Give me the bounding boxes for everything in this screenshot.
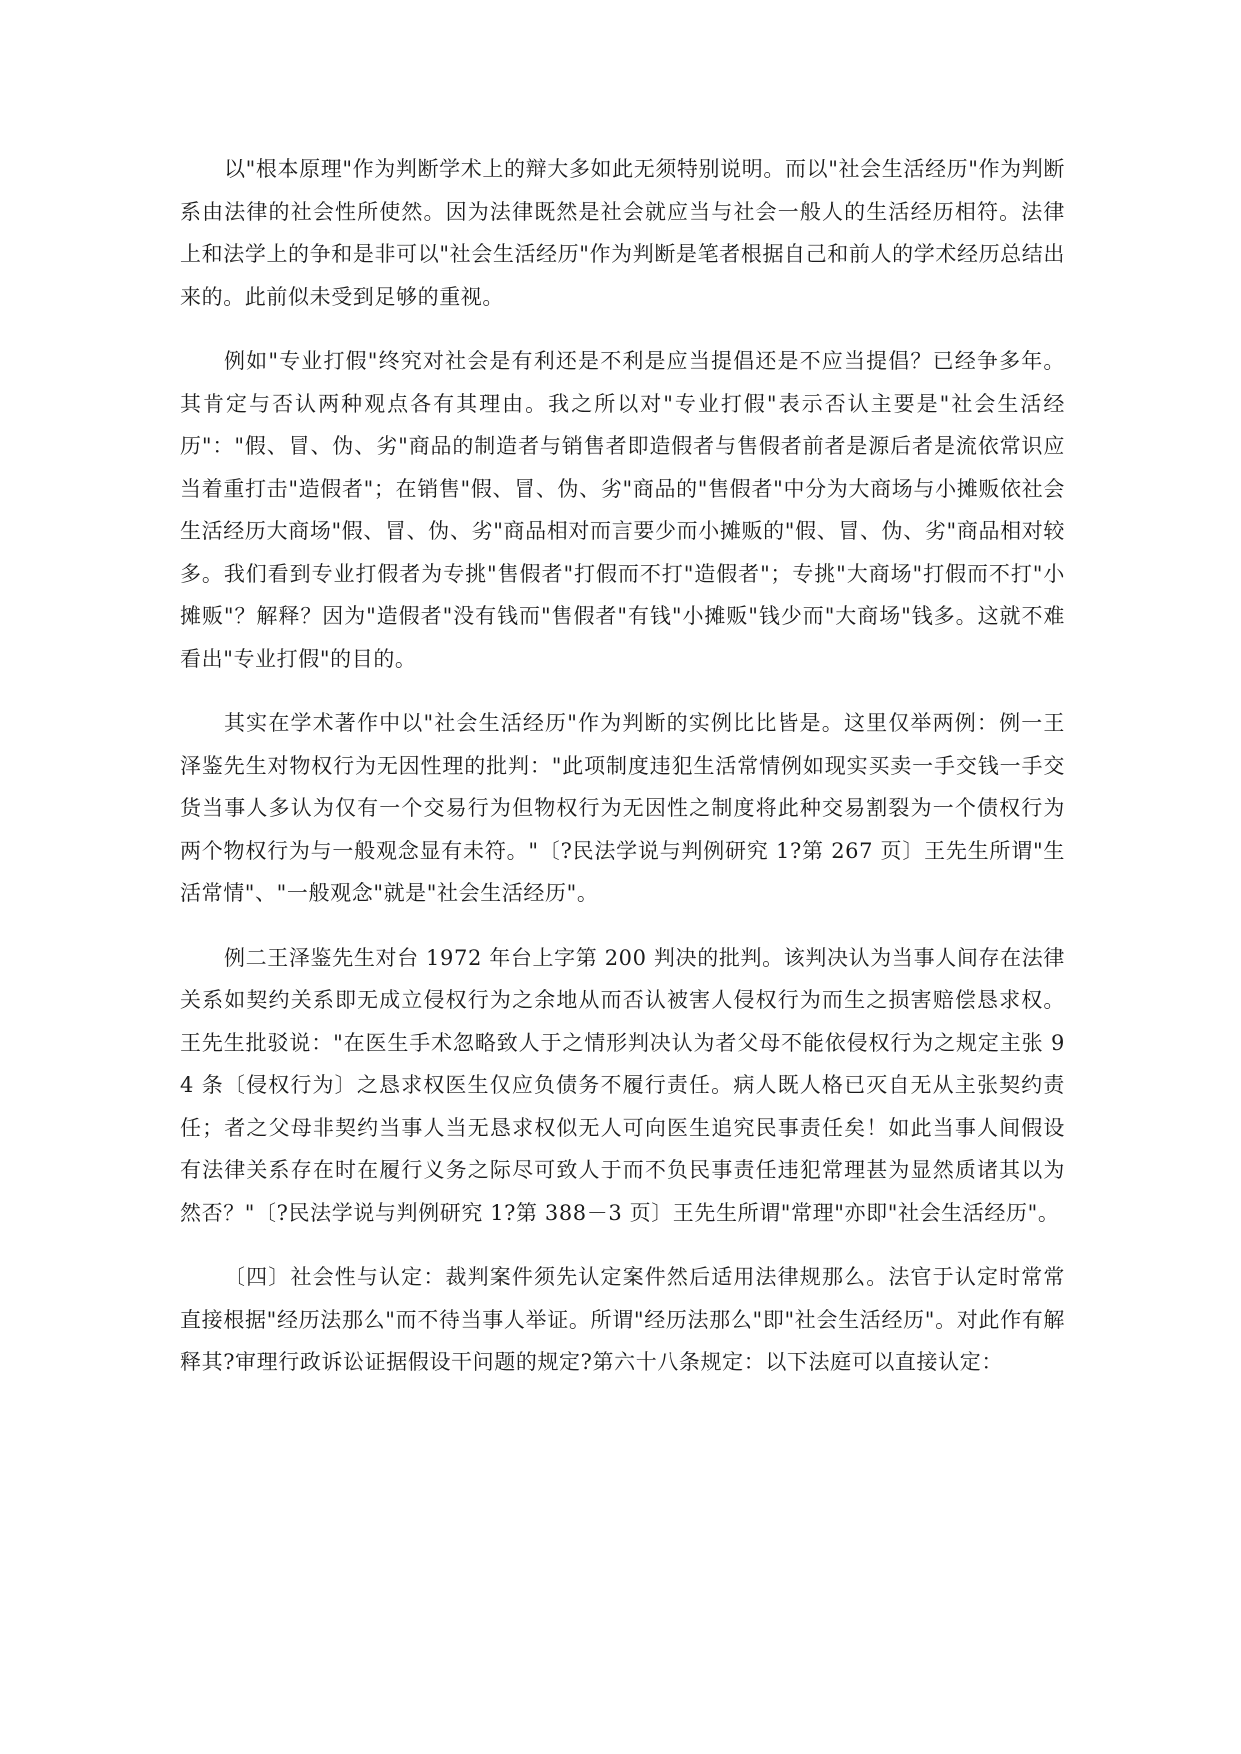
paragraph: 例二王泽鉴先生对台 1972 年台上字第 200 判决的批判。该判决认为当事人间存在法律关系如契约关系即无成立侵权行为之余地从而否认被害人侵权行为而生之损害赔偿恳求权。王先生批驳说："在医生手术忽略致人于之情形判决认为者父母不能依侵权行为之规定主张 94 条〔侵权行为〕之恳求权医生仅应负债务不履行责任。病人既人格已灭自无从主张契约责任；者之父母非契约当事人当无恳求权似无人可向医生追究民事责任矣！如此当事人间假设有法律关系存在时在履行义务之际尽可致人于而不负民事责任违犯常理甚为显然质诸其以为然否？"〔?民法学说与判例研究 1?第 388－3 页〕王先生所谓"常理"亦即"社会生活经历"。 [180, 945, 1065, 1225]
paragraph: 以"根本原理"作为判断学术上的辩大多如此无须特别说明。而以"社会生活经历"作为判断系由法律的社会性所使然。因为法律既然是社会就应当与社会一般人的生活经历相符。法律上和法学上的争和是非可以"社会生活经历"作为判断是笔者根据自己和前人的学术经历总结出来的。此前似未受到足够的重视。 [180, 157, 1065, 309]
document-body [180, 148, 1065, 1406]
paragraph: 其实在学术著作中以"社会生活经历"作为判断的实例比比皆是。这里仅举两例：例一王泽鉴先生对物权行为无因性理的批判："此项制度违犯生活常情例如现实买卖一手交钱一手交货当事人多认为仅有一个交易行为但物权行为无因性之制度将此种交易割裂为一个债权行为两个物权行为与一般观念显有未符。"〔?民法学说与判例研究 1?第 267 页〕王先生所谓"生活常情"、"一般观念"就是"社会生活经历"。 [180, 711, 1065, 905]
paragraph: 例如"专业打假"终究对社会是有利还是不利是应当提倡还是不应当提倡？已经争多年。其肯定与否认两种观点各有其理由。我之所以对"专业打假"表示否认主要是"社会生活经历"："假、冒、伪、劣"商品的制造者与销售者即造假者与售假者前者是源后者是流依常识应当着重打击"造假者"；在销售"假、冒、伪、劣"商品的"售假者"中分为大商场与小摊贩依社会生活经历大商场"假、冒、伪、劣"商品相对而言要少而小摊贩的"假、冒、伪、劣"商品相对较多。我们看到专业打假者为专挑"售假者"打假而不打"造假者"；专挑"大商场"打假而不打"小摊贩"？解释？因为"造假者"没有钱而"售假者"有钱"小摊贩"钱少而"大商场"钱多。这就不难看出"专业打假"的目的。 [180, 349, 1065, 671]
paragraph: 〔四〕社会性与认定：裁判案件须先认定案件然后适用法律规那么。法官于认定时常常直接根据"经历法那么"而不待当事人举证。所谓"经历法那么"即"社会生活经历"。对此作有解释其?审理行政诉讼证据假设干问题的规定?第六十八条规定：以下法庭可以直接认定： [180, 1265, 1065, 1374]
